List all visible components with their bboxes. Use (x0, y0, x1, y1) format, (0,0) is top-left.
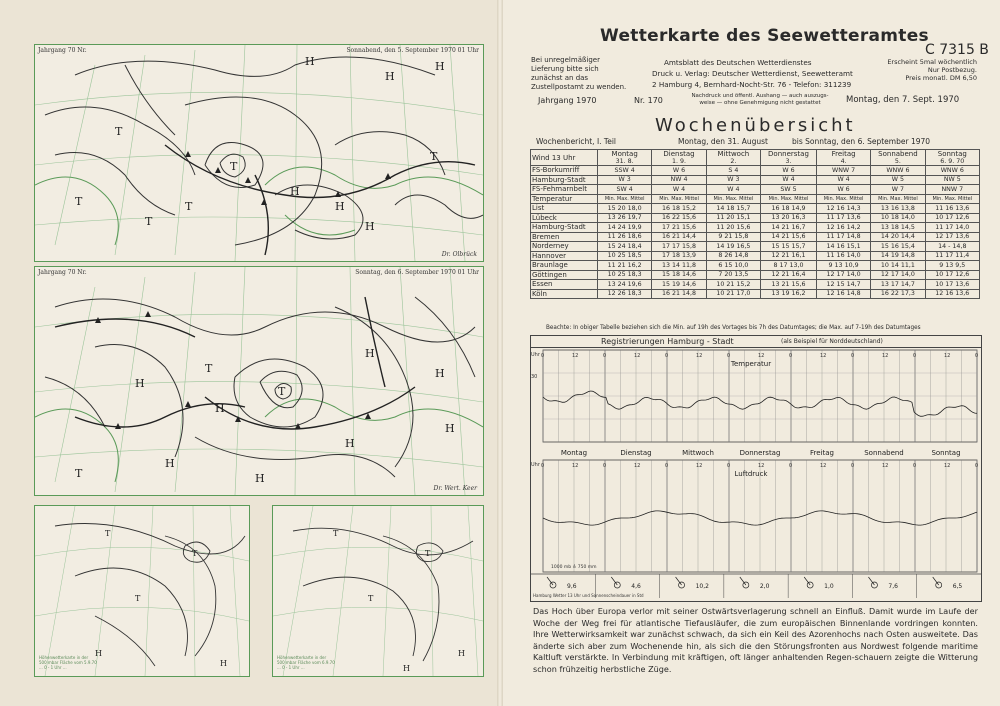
note-line: weise — ohne Genehmigung nicht gestattet (699, 100, 821, 106)
map-drawing (35, 45, 483, 261)
day-name: Sonnabend (878, 150, 918, 158)
tick-label: 12 (572, 353, 579, 359)
tick-label: 12 (882, 463, 889, 469)
day-label: Dienstag (620, 449, 652, 457)
day-label: Montag (560, 449, 588, 457)
delivery-note (531, 56, 626, 92)
note-line: Höhenwetterkarte in der (39, 655, 89, 660)
registrations-title: Registrierungen Hamburg - Stadt (601, 337, 734, 346)
table-cell: FS-Fehmarnbelt (531, 185, 598, 195)
sunshine-value: 9,6 (567, 583, 577, 590)
tick-label: 12 (634, 463, 641, 469)
table-cell: W 3 (706, 175, 760, 185)
table-cell: 6 15 10,0 (706, 261, 760, 271)
subscription-info (885, 58, 977, 82)
weather-summary: Das Hoch über Europa verlor mit seiner Ostwärtsverlagerung schnell an Einfluß. Damit wurde im Laufe der Woche der Weg frei für atlantische Tiefausläufer, die zum europäischen Binnenlande vordringen konnten. Ihre Wetterwirksamkeit war zunächst schwach, da sich ein Keil des Azorenhochs nach Osten ausweitete. Das änderte sich aber zum Wochenende hin, als sich die den Störungsfronten aus Nordwest folgende maritime Kaltluft verstärkte. In Verbindung mit kräftigen, oft länger anhaltenden Regen-schauern zeigte die Witterung schon frühzeitig herbstliche Züge. (533, 606, 978, 674)
table-cell: 10 21 17,0 (706, 289, 760, 299)
publisher-line: 2 Hamburg 4, Bernhard-Nocht-Str. 76 - Telefon: 311239 (652, 80, 852, 89)
table-cell: Essen (531, 280, 598, 290)
day-label: Mittwoch (682, 449, 714, 457)
table-cell: 14 19 14,8 (871, 251, 925, 261)
table-cell: 16 18 14,9 (761, 204, 817, 214)
day-name: Dienstag (663, 150, 695, 158)
day-name: Mittwoch (717, 150, 750, 158)
wind-row (531, 185, 980, 195)
tick-label: 12 (634, 353, 641, 359)
note-line: Lieferung bitte sich (531, 65, 599, 73)
table-cell: WNW 6 (925, 166, 979, 176)
temp-row (531, 223, 980, 233)
registrations-header (531, 336, 981, 348)
day-date: 3. (785, 158, 792, 165)
table-cell: 10 14 11,1 (871, 261, 925, 271)
tick-label: 0 (727, 463, 731, 469)
table-cell: 16 21 14,8 (652, 289, 706, 299)
chart-footnote: Hamburg Wetter 13 Uhr und Sonnenscheindauer in Std (533, 593, 644, 598)
table-cell: 15 24 18,4 (598, 242, 652, 252)
svg-text:T: T (75, 467, 83, 480)
wind-row (531, 166, 980, 176)
temp-row (531, 251, 980, 261)
table-cell: 12 15 14,7 (816, 280, 870, 290)
publisher-info (652, 57, 853, 90)
day-name: Sonntag (937, 150, 967, 158)
day-name: Donnerstag (768, 150, 809, 158)
note-line: Bei unregelmäßiger (531, 56, 600, 64)
svg-text:H: H (215, 402, 225, 415)
tick-label: 12 (758, 353, 765, 359)
table-cell: 14 16 15,1 (816, 242, 870, 252)
table-cell: W 4 (816, 175, 870, 185)
table-cell: W 4 (652, 185, 706, 195)
day-header (761, 150, 817, 166)
table-cell: 11 16 14,0 (816, 251, 870, 261)
svg-text:T: T (425, 549, 431, 558)
svg-text:T: T (278, 385, 286, 398)
table-cell: 17 17 15,8 (652, 242, 706, 252)
svg-text:T: T (115, 125, 123, 138)
table-cell: 12 16 14,8 (816, 289, 870, 299)
table-cell: WNW 6 (871, 166, 925, 176)
table-cell: 11 17 14,8 (816, 232, 870, 242)
weather-map-sunday (34, 266, 484, 496)
table-cell: 9 13 9,5 (925, 261, 979, 271)
scale-note: 1000 mb ≙ 750 mm (551, 565, 597, 570)
day-header-row (531, 150, 980, 166)
note-line: Höhenwetterkarte in der (277, 655, 327, 660)
note-line: Nachdruck und öffentl. Aushang — auch auszugs- (691, 93, 829, 99)
tick-label: 0 (913, 463, 917, 469)
svg-text:H: H (445, 422, 455, 435)
tick-label: 12 (820, 463, 827, 469)
table-cell: W 7 (871, 185, 925, 195)
registrations-chart (531, 348, 981, 600)
svg-text:T: T (205, 362, 213, 375)
upper-air-map-2 (272, 505, 484, 677)
tick-label: 0 (851, 463, 855, 469)
svg-text:H: H (435, 367, 445, 380)
svg-text:H: H (95, 649, 102, 658)
table-cell: 12 16 14,3 (816, 204, 870, 214)
sunshine-value: 10,2 (695, 583, 709, 590)
tick-label: 0 (665, 463, 669, 469)
tick-label: 0 (975, 463, 979, 469)
table-cell: 13 19 16,2 (761, 289, 817, 299)
table-cell: 8 17 13,0 (761, 261, 817, 271)
table-cell: W 6 (652, 166, 706, 176)
table-cell: 16 22 15,6 (652, 213, 706, 223)
station-symbol (871, 582, 877, 588)
table-cell: 15 19 14,6 (652, 280, 706, 290)
table-cell: 10 17 12,6 (925, 213, 979, 223)
weekly-table-body (531, 150, 980, 299)
day-date: 6. 9. 70 (940, 158, 965, 165)
issue-number: Nr. 170 (634, 96, 663, 105)
table-cell: W 6 (816, 185, 870, 195)
temp-header: Min. Max. Mittel (871, 194, 925, 204)
reprint-note (685, 93, 835, 107)
table-cell: 14 20 14,4 (871, 232, 925, 242)
publisher-line: Druck u. Verlag: Deutscher Wetterdienst, Seewetteramt (652, 69, 853, 78)
temp-row (531, 270, 980, 280)
map-signature: Dr. Olbrück (441, 251, 477, 258)
sunshine-value: 7,6 (888, 583, 898, 590)
table-cell: 14 24 19,9 (598, 223, 652, 233)
svg-text:T: T (185, 200, 193, 213)
tick-label: 0 (789, 463, 793, 469)
table-cell: 10 18 14,0 (871, 213, 925, 223)
svg-text:H: H (305, 55, 315, 68)
table-cell: 14 18 15,7 (706, 204, 760, 214)
svg-text:H: H (403, 664, 410, 673)
temp-header: Min. Max. Mittel (761, 194, 817, 204)
table-cell: 8 26 14,8 (706, 251, 760, 261)
publisher-line: Amtsblatt des Deutschen Wetterdienstes (664, 58, 812, 67)
page-fold (497, 0, 503, 706)
table-cell: W 4 (761, 175, 817, 185)
table-cell: 11 26 18,6 (598, 232, 652, 242)
svg-text:T: T (75, 195, 83, 208)
tick-label: 12 (758, 463, 765, 469)
tick-label: 0 (541, 463, 545, 469)
svg-text:H: H (365, 220, 375, 233)
table-cell: 12 17 13,6 (925, 232, 979, 242)
svg-text:H: H (458, 649, 465, 658)
sunshine-value: 2,0 (759, 583, 770, 590)
table-cell: 12 16 13,6 (925, 289, 979, 299)
tick-label: 0 (975, 353, 979, 359)
tick-label: 12 (882, 353, 889, 359)
temp-row (531, 232, 980, 242)
svg-text:H: H (365, 347, 375, 360)
temp-header: Min. Max. Mittel (706, 194, 760, 204)
weekly-subtitle-mid: Montag, den 31. August (678, 137, 768, 146)
table-cell: 13 26 19,7 (598, 213, 652, 223)
weather-map-saturday (34, 44, 484, 262)
temp-row (531, 242, 980, 252)
table-cell: 11 21 16,2 (598, 261, 652, 271)
table-cell: 9 21 15,8 (706, 232, 760, 242)
table-cell: Hannover (531, 251, 598, 261)
day-header (598, 150, 652, 166)
temp-header: Min. Max. Mittel (816, 194, 870, 204)
tick-label: 0 (603, 353, 607, 359)
tick-label: 12 (572, 463, 579, 469)
day-header (816, 150, 870, 166)
map-note (277, 655, 335, 670)
day-header (871, 150, 925, 166)
table-cell: 13 18 14,5 (871, 223, 925, 233)
svg-text:T: T (105, 529, 111, 538)
map-note (39, 655, 97, 670)
table-cell: SW 4 (598, 185, 652, 195)
day-date: 2. (730, 158, 737, 165)
upper-air-map-1 (34, 505, 250, 677)
svg-text:H: H (290, 185, 300, 198)
weekly-subtitle-left: Wochenbericht, I. Teil (536, 137, 617, 146)
note-line: 500 mbar Fläche vom 6.9.70 (277, 660, 335, 665)
svg-text:T: T (333, 529, 339, 538)
table-cell: W 6 (761, 166, 817, 176)
svg-text:H: H (255, 472, 265, 485)
temp-row (531, 280, 980, 290)
day-date: 31. 8. (615, 158, 634, 165)
tick-label: 0 (913, 353, 917, 359)
table-cell: 12 21 16,1 (761, 251, 817, 261)
table-cell: WNW 7 (816, 166, 870, 176)
table-cell: 15 20 18,0 (598, 204, 652, 214)
temp-label: Temperatur (730, 360, 772, 368)
table-cell: 10 25 18,5 (598, 251, 652, 261)
table-cell: 16 21 14,4 (652, 232, 706, 242)
table-cell: 12 17 14,0 (816, 270, 870, 280)
temp-row (531, 261, 980, 271)
svg-text:T: T (145, 215, 153, 228)
table-cell: 11 20 15,1 (706, 213, 760, 223)
map-header-date: Sonnabend, den 5. September 1970 01 Uhr (346, 47, 479, 54)
page-title: Wetterkarte des Seewetteramtes (600, 26, 929, 46)
table-cell: 16 18 15,2 (652, 204, 706, 214)
map-header-left: Jahrgang 70 Nr. (38, 269, 87, 276)
note-line: zunächst an das (531, 74, 589, 82)
sunshine-value: 1,0 (824, 583, 834, 590)
sunshine-value: 6,5 (952, 583, 963, 590)
table-footnote: Beachte: In obiger Tabelle beziehen sich die Min. auf 19h des Vortages bis 7h des Datumtages; die Max. auf 7-19h des Datumtages (546, 325, 921, 331)
table-cell: 17 21 15,6 (652, 223, 706, 233)
day-label: Freitag (810, 449, 834, 457)
svg-text:H: H (165, 457, 175, 470)
table-cell: 14 - 14,8 (925, 242, 979, 252)
table-cell: 11 17 11,4 (925, 251, 979, 261)
day-date: 1. 9. (672, 158, 687, 165)
day-label: Donnerstag (739, 449, 781, 457)
table-cell: 14 21 15,6 (761, 232, 817, 242)
table-cell: 13 20 16,3 (761, 213, 817, 223)
table-cell: 13 16 13,8 (871, 204, 925, 214)
svg-text:T: T (430, 150, 438, 163)
tick-label: 12 (820, 353, 827, 359)
note-line: ... 0 - 1 Uhr ... (39, 665, 67, 670)
note-line: Preis monatl. DM 6,50 (905, 74, 977, 82)
note-line: Nur Postbezug. (927, 66, 977, 74)
tick-label: 12 (696, 463, 703, 469)
temp-row (531, 289, 980, 299)
pressure-label: Luftdruck (734, 470, 768, 478)
svg-text:T: T (135, 594, 141, 603)
table-cell: 13 21 15,6 (761, 280, 817, 290)
table-cell: 13 24 19,6 (598, 280, 652, 290)
map-header-date: Sonntag, den 6. September 1970 01 Uhr (355, 269, 479, 276)
note-line: Zustellpostamt zu wenden. (531, 83, 627, 91)
table-cell: 14 21 16,7 (761, 223, 817, 233)
table-cell: W 4 (706, 185, 760, 195)
tick-label: 0 (541, 353, 545, 359)
table-cell: 10 17 12,6 (925, 270, 979, 280)
weekly-title: Wochenübersicht (655, 115, 856, 136)
day-label: Sonntag (931, 449, 961, 457)
table-cell: Lübeck (531, 213, 598, 223)
temp-header: Min. Max. Mittel (598, 194, 652, 204)
table-cell: Braunlage (531, 261, 598, 271)
temp-header-row (531, 194, 980, 204)
map-drawing (35, 506, 249, 676)
registrations-title-note: (als Beispiel für Norddeutschland) (781, 338, 883, 345)
table-cell: List (531, 204, 598, 214)
table-cell: NW 5 (925, 175, 979, 185)
svg-text:T: T (368, 594, 374, 603)
table-cell: SSW 4 (598, 166, 652, 176)
sunshine-value: 4,6 (631, 583, 641, 590)
table-cell: 13 14 11,8 (652, 261, 706, 271)
temp-row (531, 213, 980, 223)
table-cell: Hamburg-Stadt (531, 223, 598, 233)
svg-text:H: H (335, 200, 345, 213)
map-drawing (35, 267, 483, 495)
table-cell: 10 17 13,6 (925, 280, 979, 290)
svg-text:H: H (435, 60, 445, 73)
temp-header: Min. Max. Mittel (925, 194, 979, 204)
y-axis-tick: 30 (531, 374, 538, 380)
table-cell: 7 20 13,5 (706, 270, 760, 280)
tick-label: 12 (944, 353, 951, 359)
table-cell: Göttingen (531, 270, 598, 280)
day-label: Sonnabend (864, 449, 904, 457)
table-cell: SW 5 (761, 185, 817, 195)
weekly-subtitle-right: bis Sonntag, den 6. September 1970 (792, 137, 931, 146)
y-axis-label: Uhr (531, 352, 540, 358)
table-cell: S 4 (706, 166, 760, 176)
code-number: C 7315 B (925, 42, 989, 58)
svg-text:H: H (220, 659, 227, 668)
table-cell: 13 17 14,7 (871, 280, 925, 290)
tick-label: 0 (603, 463, 607, 469)
svg-text:H: H (385, 70, 395, 83)
svg-text:T: T (192, 549, 198, 558)
table-cell: 11 16 13,6 (925, 204, 979, 214)
day-header (925, 150, 979, 166)
day-date: 5. (894, 158, 901, 165)
table-cell: 9 13 10,9 (816, 261, 870, 271)
table-cell: 11 17 13,6 (816, 213, 870, 223)
wind-label: Wind 13 Uhr (531, 150, 598, 166)
day-name: Freitag (831, 150, 856, 158)
svg-text:T: T (230, 160, 238, 173)
map-signature: Dr. Wert. Keer (433, 485, 477, 492)
temp-row (531, 204, 980, 214)
day-header (652, 150, 706, 166)
table-cell: Köln (531, 289, 598, 299)
wind-row (531, 175, 980, 185)
table-cell: W 3 (598, 175, 652, 185)
table-cell: 14 19 16,5 (706, 242, 760, 252)
note-line: 500 mbar Fläche vom 5.9.70 (39, 660, 97, 665)
svg-text:H: H (135, 377, 145, 390)
table-cell: 15 15 15,7 (761, 242, 817, 252)
table-cell: 16 22 17,3 (871, 289, 925, 299)
tick-label: 0 (665, 353, 669, 359)
table-cell: 17 18 13,9 (652, 251, 706, 261)
tick-label: 12 (696, 353, 703, 359)
table-cell: 12 16 14,2 (816, 223, 870, 233)
tick-label: 12 (944, 463, 951, 469)
table-cell: NNW 7 (925, 185, 979, 195)
day-header (706, 150, 760, 166)
registrations-panel (530, 335, 982, 602)
jahrgang: Jahrgang 1970 (538, 96, 597, 105)
table-cell: 11 20 15,6 (706, 223, 760, 233)
table-cell: 10 21 15,2 (706, 280, 760, 290)
table-cell: Bremen (531, 232, 598, 242)
day-name: Montag (611, 150, 638, 158)
y-axis-label: Uhr (531, 462, 540, 468)
table-cell: 10 25 18,3 (598, 270, 652, 280)
weekly-table (530, 149, 980, 299)
table-cell: 11 17 14,0 (925, 223, 979, 233)
table-cell: 15 18 14,6 (652, 270, 706, 280)
table-cell: 12 26 18,3 (598, 289, 652, 299)
tick-label: 0 (789, 353, 793, 359)
svg-text:H: H (345, 437, 355, 450)
table-cell: 15 16 15,4 (871, 242, 925, 252)
day-date: 4. (840, 158, 847, 165)
note-line: ... 0 - 1 Uhr ... (277, 665, 305, 670)
table-cell: NW 4 (652, 175, 706, 185)
map-drawing (273, 506, 483, 676)
note-line: Erscheint 5mal wöchentlich (887, 58, 977, 66)
tick-label: 0 (727, 353, 731, 359)
table-cell: 12 17 14,0 (871, 270, 925, 280)
issue-date: Montag, den 7. Sept. 1970 (846, 95, 960, 105)
table-cell: FS-Borkumriff (531, 166, 598, 176)
table-cell: Hamburg-Stadt (531, 175, 598, 185)
map-header-left: Jahrgang 70 Nr. (38, 47, 87, 54)
table-cell: Norderney (531, 242, 598, 252)
tick-label: 0 (851, 353, 855, 359)
temp-header: Min. Max. Mittel (652, 194, 706, 204)
temp-label: Temperatur (531, 194, 598, 204)
station-symbol (743, 582, 749, 588)
table-cell: 12 21 16,4 (761, 270, 817, 280)
table-cell: W 5 (871, 175, 925, 185)
